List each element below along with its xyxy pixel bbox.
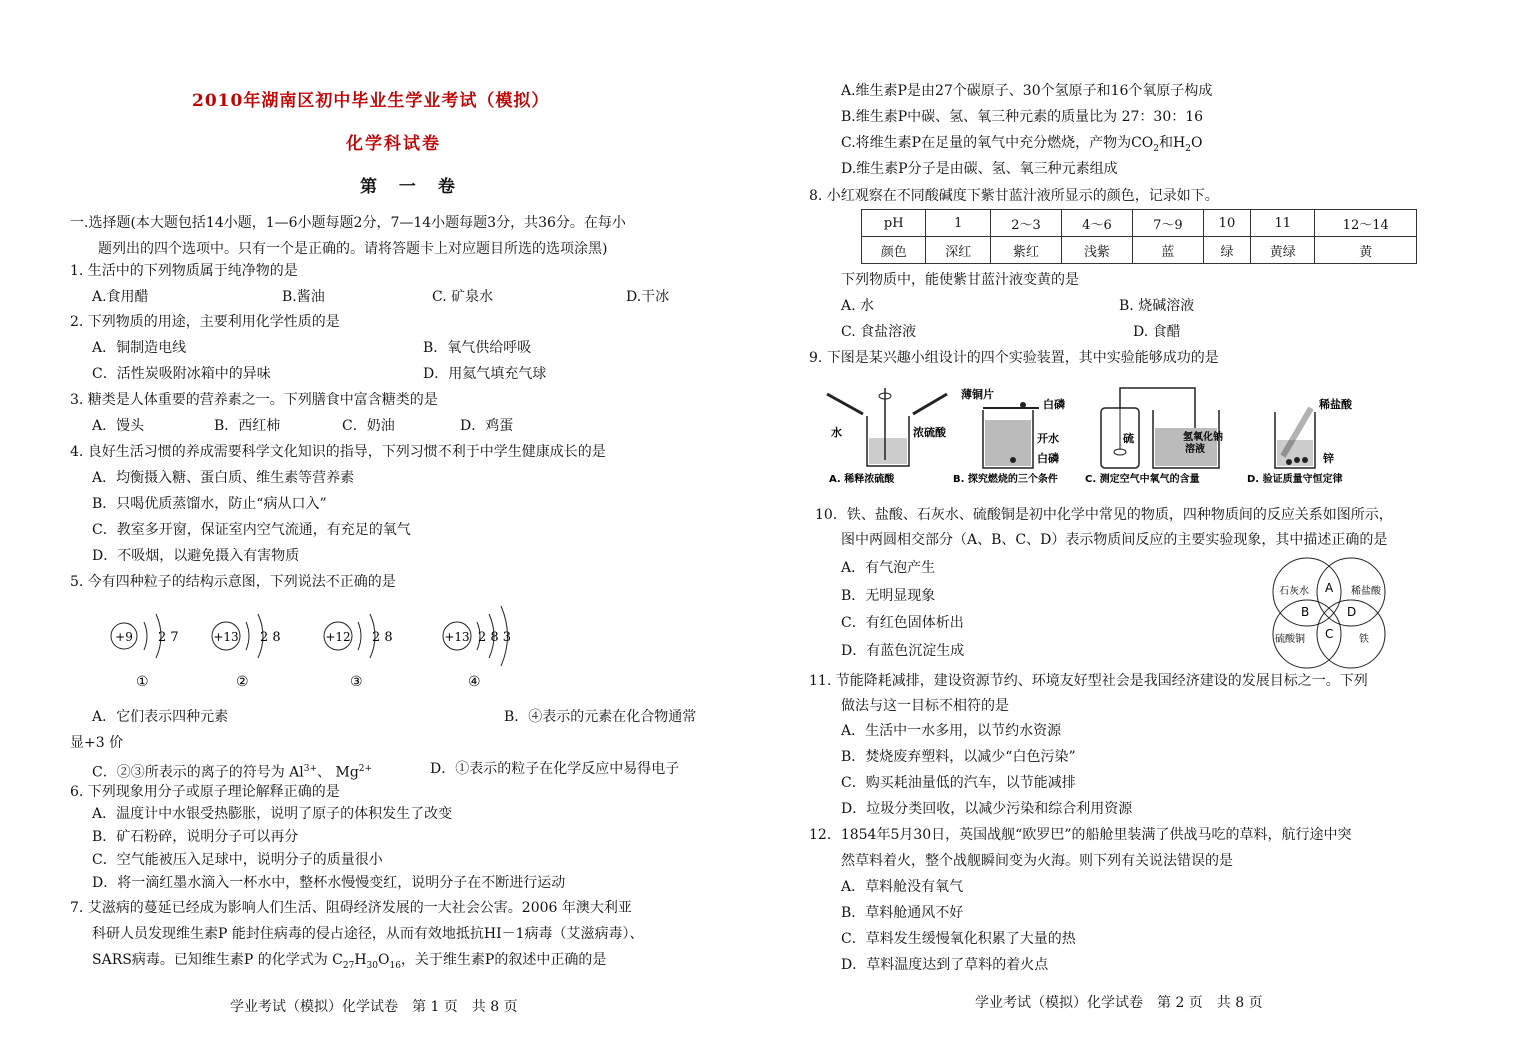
label-wp1: 白磷	[1043, 398, 1065, 411]
venn-region-b: B	[1301, 605, 1310, 619]
q12-line1: 12．1854年5月30日，英国战舰“欧罗巴”的船舱里装满了供战马吃的草料，航行途中突	[809, 827, 1352, 843]
venn-diagram	[1269, 554, 1389, 672]
q11-line1: 11. 节能降耗减排，建设资源节约、环境友好型社会是我国经济建设的发展目标之一。下列	[809, 673, 1368, 689]
particle-4	[443, 606, 511, 690]
q3-stem: 3. 糖类是人体重要的营养素之一。下列膳食中富含糖类的是	[70, 392, 438, 408]
venn-iron: 铁	[1359, 634, 1369, 645]
particle-3	[324, 614, 393, 690]
particle-2-shells: 2 8	[260, 630, 281, 645]
q8-option-a: A. 水	[841, 298, 875, 314]
particle-1-label: ①	[136, 674, 149, 690]
caption-b: B. 探究燃烧的三个条件	[953, 474, 1058, 485]
part-heading: 第 一 卷	[360, 177, 463, 197]
particle-structure-diagram	[100, 598, 560, 692]
ph-color-table	[861, 209, 1417, 264]
label-solution: 溶液	[1185, 444, 1205, 455]
venn-limewater: 石灰水	[1279, 586, 1309, 597]
q4-stem: 4. 良好生活习惯的养成需要科学文化知识的指导，下列习惯不利于中学生健康成长的是	[70, 444, 606, 460]
q8-option-b: B. 烧碱溶液	[1119, 298, 1195, 314]
table-cell: 1	[926, 210, 990, 237]
q12-option-c: C．草料发生缓慢氧化积累了大量的热	[841, 931, 1076, 947]
q4-option-b: B．只喝优质蒸馏水，防止“病从口入”	[92, 496, 327, 512]
table-cell: 2～3	[990, 210, 1061, 237]
q8-stem: 8. 小红观察在不同酸碱度下紫甘蓝汁液所显示的颜色，记录如下。	[809, 188, 1219, 204]
q11-line2: 做法与这一目标不相符的是	[841, 698, 1009, 714]
particle-2-label: ②	[236, 674, 249, 690]
particle-3-shells: 2 8	[372, 630, 393, 645]
label-copper: 薄铜片	[961, 388, 994, 401]
particle-4-label: ④	[468, 674, 481, 690]
q7-line2: 科研人员发现维生素P 能封住病毒的侵占途径，从而有效地抵抗HI－1病毒（艾滋病毒）、	[92, 926, 644, 942]
label-wp2: 白磷	[1037, 452, 1059, 465]
q4-option-a: A．均衡摄入糖、蛋白质、维生素等营养素	[92, 470, 355, 486]
particle-4-nucleus: +13	[444, 630, 470, 644]
q3-option-d: D．鸡蛋	[460, 418, 514, 434]
venn-hcl: 稀盐酸	[1351, 586, 1381, 597]
q2-option-c: C．活性炭吸附冰箱中的异味	[92, 366, 271, 382]
label-hot-water: 开水	[1037, 432, 1059, 445]
q3-option-b: B．西红柿	[214, 418, 281, 434]
q8-option-d: D. 食醋	[1133, 324, 1181, 340]
q11-option-a: A．生活中一水多用，以节约水资源	[841, 723, 1062, 739]
q11-option-c: C．购买耗油量低的汽车，以节能减排	[841, 775, 1076, 791]
venn-region-d: D	[1347, 605, 1357, 619]
q1-option-a: A.食用醋	[92, 289, 149, 305]
q10-option-c: C．有红色固体析出	[841, 615, 964, 631]
particle-4-shells: 2 8 3	[478, 630, 512, 645]
table-cell: 蓝	[1132, 237, 1203, 264]
apparatus-c	[1085, 388, 1223, 485]
q7-line3: SARS病毒。已知维生素P 的化学式为 $C_{27}H_{30}O_{16}$，关于维生素P的叙述中正确的是	[92, 952, 607, 971]
q1-option-b: B.酱油	[282, 289, 325, 305]
q9-stem: 9. 下图是某兴趣小组设计的四个实验装置，其中实验能够成功的是	[809, 350, 1219, 366]
venn-cuso4: 硫酸铜	[1275, 634, 1305, 645]
table-cell: 黄绿	[1250, 237, 1314, 264]
caption-d: D. 验证质量守恒定律	[1247, 474, 1343, 485]
q2-option-a: A．铜制造电线	[92, 340, 187, 356]
q8-question: 下列物质中，能使紫甘蓝汁液变黄的是	[841, 272, 1079, 288]
experiment-apparatus-diagram	[823, 380, 1363, 490]
instructions-line2: 题列出的四个选项中。只有一个是正确的。请将答题卡上对应题目所选的选项涂黑)	[98, 241, 608, 257]
q10-option-a: A．有气泡产生	[841, 560, 936, 576]
q11-option-b: B．焚烧废弃塑料，以减少“白色污染”	[841, 749, 1076, 765]
table-row	[862, 237, 1417, 264]
q4-option-d: D．不吸烟，以避免摄入有害物质	[92, 548, 300, 564]
q10-option-d: D．有蓝色沉淀生成	[841, 643, 965, 659]
q5-option-c: C．②③所表示的离子的符号为 $Al^{3+}$、 $Mg^{2+}$	[92, 764, 373, 781]
particle-1-shells: 2 7	[158, 630, 179, 645]
q2-stem: 2. 下列物质的用途，主要利用化学性质的是	[70, 314, 340, 330]
q8-option-c: C. 食盐溶液	[841, 324, 917, 340]
label-hcl: 稀盐酸	[1319, 398, 1352, 411]
table-cell: 颜色	[862, 237, 926, 264]
q7-option-c: C.将维生素P在足量的氧气中充分燃烧，产物为$CO_2$和$H_2O$	[841, 135, 1203, 154]
table-cell: 12～14	[1315, 210, 1417, 237]
table-cell: pH	[862, 210, 926, 237]
table-cell: 紫红	[990, 237, 1061, 264]
q1-option-d: D.干冰	[626, 289, 670, 305]
particle-1-nucleus: +9	[115, 630, 133, 644]
table-cell: 深红	[926, 237, 990, 264]
q6-option-d: D．将一滴红墨水滴入一杯水中，整杯水慢慢变红，说明分子在不断进行运动	[92, 875, 566, 891]
q6-option-b: B．矿石粉碎，说明分子可以再分	[92, 829, 299, 845]
q12-option-b: B．草料舱通风不好	[841, 905, 964, 921]
label-zinc: 锌	[1323, 452, 1334, 465]
q10-option-b: B．无明显现象	[841, 588, 936, 604]
particle-2	[212, 614, 281, 690]
particle-3-label: ③	[350, 674, 363, 690]
label-naoh: 氢氧化钠	[1183, 432, 1223, 443]
q12-option-d: D．草料温度达到了草料的着火点	[841, 957, 1049, 973]
q6-option-a: A．温度计中水银受热膨胀，说明了原子的体积发生了改变	[92, 806, 453, 822]
venn-region-c: C	[1325, 627, 1334, 641]
q10-line1: 10．铁、盐酸、石灰水、硫酸铜是初中化学中常见的物质，四种物质间的反应关系如图所示，	[815, 507, 1393, 523]
q12-line2: 然草料着火，整个战舰瞬间变为火海。则下列有关说法错误的是	[841, 853, 1233, 869]
footer-page-2: 学业考试（模拟）化学试卷 第 2 页 共 8 页	[975, 995, 1263, 1011]
particle-2-nucleus: +13	[213, 630, 239, 644]
venn-region-a: A	[1325, 581, 1334, 595]
caption-c: C. 测定空气中氧气的含量	[1085, 474, 1200, 485]
q10-line2: 图中两圆相交部分（A、B、C、D）表示物质间反应的主要实验现象，其中描述正确的是	[841, 532, 1388, 548]
label-acid: 浓硫酸	[913, 426, 946, 439]
q11-option-d: D．垃圾分类回收，以减少污染和综合利用资源	[841, 801, 1133, 817]
q5-option-d: D．①表示的粒子在化学反应中易得电子	[430, 761, 680, 777]
q5-stem: 5. 今有四种粒子的结构示意图，下列说法不正确的是	[70, 574, 396, 590]
q2-option-d: D．用氦气填充气球	[423, 366, 547, 382]
particle-1	[111, 614, 179, 690]
q5-option-a: A．它们表示四种元素	[92, 709, 229, 725]
q7-option-d: D.维生素P分子是由碳、氢、氧三种元素组成	[841, 161, 1118, 177]
paper-subtitle: 化学科试卷	[346, 134, 441, 154]
q12-option-a: A．草料舱没有氧气	[841, 879, 964, 895]
caption-a: A. 稀释浓硫酸	[829, 474, 895, 485]
apparatus-b	[953, 387, 1065, 485]
q5-option-b-cont: 显+3 价	[70, 735, 124, 751]
apparatus-a	[827, 388, 947, 485]
q7-option-b: B.维生素P中碳、氢、氧三种元素的质量比为 27：30：16	[841, 109, 1204, 125]
table-cell: 4～6	[1061, 210, 1132, 237]
q1-stem: 1. 生活中的下列物质属于纯净物的是	[70, 263, 298, 279]
q6-option-c: C．空气能被压入足球中，说明分子的质量很小	[92, 852, 383, 868]
apparatus-d	[1247, 397, 1353, 485]
footer-page-1: 学业考试（模拟）化学试卷 第 1 页 共 8 页	[230, 999, 518, 1015]
q3-option-c: C．奶油	[342, 418, 395, 434]
q7-line1: 7. 艾滋病的蔓延已经成为影响人们生活、阻碍经济发展的一大社会公害。2006 年澳大利亚	[70, 900, 632, 916]
q1-option-c: C. 矿泉水	[432, 289, 494, 305]
label-water: 水	[831, 426, 842, 439]
table-cell: 浅紫	[1061, 237, 1132, 264]
q6-stem: 6. 下列现象用分子或原子理论解释正确的是	[70, 784, 340, 800]
table-row	[862, 210, 1417, 237]
instructions-line1: 一.选择题(本大题包括14小题，1—6小题每题2分，7—14小题每题3分，共36分。在每小	[70, 215, 626, 231]
label-sulfur: 硫	[1123, 432, 1134, 445]
q2-option-b: B．氧气供给呼吸	[423, 340, 532, 356]
table-cell: 10	[1203, 210, 1250, 237]
table-cell: 11	[1250, 210, 1314, 237]
q5-option-b: B．④表示的元素在化合物通常	[504, 709, 697, 725]
particle-3-nucleus: +12	[325, 630, 351, 644]
q4-option-c: C．教室多开窗，保证室内空气流通，有充足的氧气	[92, 522, 411, 538]
q3-option-a: A．馒头	[92, 418, 145, 434]
table-cell: 绿	[1203, 237, 1250, 264]
q7-option-a: A.维生素P是由27个碳原子、30个氢原子和16个氧原子构成	[841, 83, 1213, 99]
table-cell: 黄	[1315, 237, 1417, 264]
table-cell: 7～9	[1132, 210, 1203, 237]
exam-title: 2010年湖南区初中毕业生学业考试（模拟）	[192, 91, 550, 111]
